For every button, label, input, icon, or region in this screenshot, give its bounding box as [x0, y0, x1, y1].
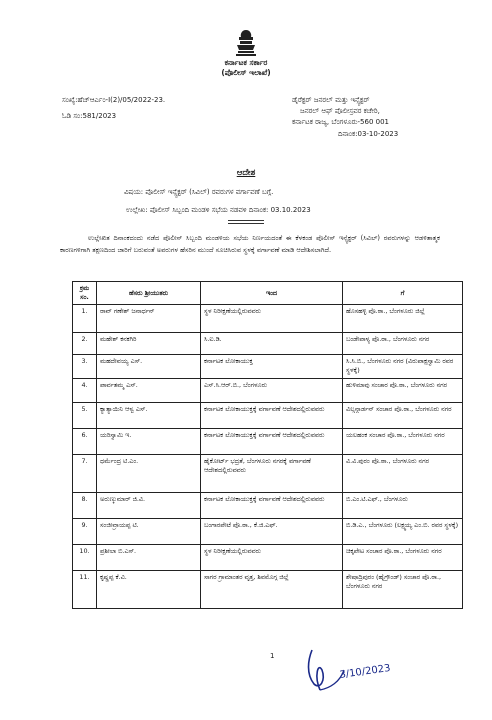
cell-from: ಕರ್ನಾಟಕ ಲೋಕಾಯುಕ್ತ — [201, 355, 343, 379]
header-from: ಇಂದ — [201, 282, 343, 305]
table-row — [73, 355, 463, 379]
transfer-table — [72, 281, 463, 609]
divider — [228, 223, 264, 224]
state-emblem-icon — [232, 28, 260, 58]
table-row — [73, 429, 463, 455]
cell-serial: 11. — [73, 571, 97, 609]
cell-to: ಚಿಕ್ಕಪೇಟ ಸಂಚಾರ ಪೊ.ಠಾ., ಬೆಂಗಳೂರು ನಗರ — [343, 545, 463, 571]
cell-to: ಬಿ.ಡಿ.ಎ., ಬೆಂಗಳೂರು (ಲಕ್ಷ್ಮಯ್ಯ ಎಂ.ಬಿ. ರವರ ಸ್ಥಳಕ್ಕೆ) — [343, 519, 463, 545]
signature-image — [300, 640, 392, 700]
cell-name: ಪ್ರಶೀಲಾ ಬಿ.ಎಸ್. — [97, 545, 201, 571]
cell-to: ಶೇಷಾದ್ರಿಪುರಂ (ಹೈಗ್ರೌಂಡ್) ಸಂಚಾರ ಪೊ.ಠಾ., ಬೆಂಗಳೂರು ನಗರ — [343, 571, 463, 609]
cell-to: ಹೊಸಹಳ್ಳಿ ಪೊ.ಠಾ., ಬೆಂಗಳೂರು ಜಿಲ್ಲೆ — [343, 305, 463, 333]
cell-from: ಕರ್ನಾಟಕ ಲೋಕಾಯುಕ್ತಕ್ಕೆ ವರ್ಗಾವಣೆ ಆದೇಶದಲ್ಲಿರುವವರು — [201, 493, 343, 519]
cell-to: ಸಿ.ಸಿ.ಬಿ., ಬೆಂಗಳೂರು ನಗರ (ವಿರುಪಾಕ್ಷಸ್ವಾಮಿ ರವರ ಸ್ಥಳಕ್ಕೆ) — [343, 355, 463, 379]
cell-name: ಯರಿಸ್ವಾಮಿ ಇ. — [97, 429, 201, 455]
cell-to: ಬಿ.ಎಂ.ಟಿ.ಎಫ್., ಬೆಂಗಳೂರು — [343, 493, 463, 519]
cell-to: ಯಲಹಂಕ ಸಂಚಾರ ಪೊ.ಠಾ., ಬೆಂಗಳೂರು ನಗರ — [343, 429, 463, 455]
order-title: ಆದೇಶ — [236, 168, 256, 178]
cell-serial: 3. — [73, 355, 97, 379]
table-row — [73, 455, 463, 493]
office-address-line2: ಜನರಲ್ ಆಫ್ ಪೊಲೀಸ್ರವರ ಕಚೇರಿ, — [300, 107, 380, 115]
cell-to: ವಿಲ್ಸನ್ಗಾರ್ಡನ್ ಸಂಚಾರ ಪೊ.ಠಾ., ಬೆಂಗಳೂರು ನಗರ — [343, 403, 463, 429]
cell-to: ಹುಳಿಮಾವು ಸಂಚಾರ ಪೊ.ಠಾ., ಬೆಂಗಳೂರು ನಗರ — [343, 379, 463, 403]
cell-name: ಕೃಷ್ಣಪ್ಪ ಕೆ.ವಿ. — [97, 571, 201, 609]
table-row — [73, 493, 463, 519]
table-row — [73, 379, 463, 403]
cell-serial: 7. — [73, 455, 97, 493]
table-row — [73, 519, 463, 545]
order-body: ಉಲ್ಲೇಖಿತ ದಿನಾಂಕದಂದು ನಡೆದ ಪೊಲೀಸ್ ಸಿಬ್ಬಂದಿ ಮಂಡಳಿಯ ಸಭೆಯ ನಿರ್ಣಯದಂತೆ ಈ ಕೆಳಕಂಡ ಪೊಲೀಸ್ ಇನ್ಸ್ಪೆಕ್ಟರ್ (ಸಿವಿಲ್) ರವರುಗಳನ್ನು ಆಡಳಿತಾತ್ಮಕ ಕಾರಣಗಳಿಗಾಗಿ ತಕ್ಷಣದಿಂದ ಜಾರಿಗೆ ಬರುವಂತೆ ಅವರುಗಳ ಹೆಸರಿನ ಮುಂದೆ ಸೂಚಿಸಿರುವ ಸ್ಥಳಕ್ಕೆ ವರ್ಗಾವಣೆ ಮಾಡಿ ಆದೇಶಿಸಲಾಗಿದೆ. — [60, 234, 440, 254]
cell-from: ಸಾಗರ ಗ್ರಾಮಾಂತರ ವೃತ್ತ, ಶಿವಮೊಗ್ಗ ಜಿಲ್ಲೆ — [201, 571, 343, 609]
cell-name: ರಾವ್ ಗಣೇಶ್ ಜನಾರ್ಧನ್ — [97, 305, 201, 333]
reference-line: ಉಲ್ಲೇಖ: ಪೊಲೀಸ್ ಸಿಬ್ಬಂದಿ ಮಂಡಳಿ ಸಭೆಯ ನಡವಳಿ ದಿನಾಂಕ: 03.10.2023 — [126, 206, 311, 214]
table-row — [73, 305, 463, 333]
cell-serial: 1. — [73, 305, 97, 333]
svg-text:3/10/2023: 3/10/2023 — [338, 662, 392, 681]
cell-from: ಕರ್ನಾಟಕ ಲೋಕಾಯುಕ್ತಕ್ಕೆ ವರ್ಗಾವಣೆ ಆದೇಶದಲ್ಲಿರುವವರು — [201, 403, 343, 429]
subject-line: ವಿಷಯ: ಪೊಲೀಸ್ ಇನ್ಸ್ಪೆಕ್ಟರ್ (ಸಿವಿಲ್) ರವರುಗಳ ವರ್ಗಾವಣೆ ಬಗ್ಗೆ. — [124, 188, 274, 196]
office-address-line1: ಡೈರೆಕ್ಟರ್ ಜನರಲ್ ಮತ್ತು ಇನ್ಸ್ಪೆಕ್ಟರ್ — [292, 96, 370, 104]
cell-name: ಪಾರ್ವತಮ್ಮ ಎಸ್. — [97, 379, 201, 403]
reference-number: ಸಂಖ್ಯೆ:ಹೆಚ್ಆರ್ಎಂ-I(2)/05/2022-23. — [62, 96, 166, 104]
cell-from: ಸ್ಥಳ ನಿರೀಕ್ಷಣೆಯಲ್ಲಿರುವವರು — [201, 545, 343, 571]
cell-serial: 5. — [73, 403, 97, 429]
cell-to: ಬಂಡೇಪಾಳ್ಯ ಪೊ.ಠಾ., ಬೆಂಗಳೂರು ನಗರ — [343, 333, 463, 355]
cell-name: ಧರ್ಮೆಂದ್ರ ಟಿ.ಎಂ. — [97, 455, 201, 493]
header-name: ಹೆಸರು ಶ್ರೀಯುತರು — [97, 282, 201, 305]
table-row — [73, 333, 463, 355]
page-number: 1 — [270, 652, 275, 660]
cell-from: ಕರ್ನಾಟಕ ಲೋಕಾಯುಕ್ತಕ್ಕೆ ವರ್ಗಾವಣೆ ಆದೇಶದಲ್ಲಿರುವವರು — [201, 429, 343, 455]
cell-name: ಸಂಜೀವ್ರಾಯಪ್ಪ ಟಿ. — [97, 519, 201, 545]
cell-name: ಕ್ಯಾತ್ಯಾಯಿನಿ ಆಳ್ವ ಎಸ್. — [97, 403, 201, 429]
cell-serial: 9. — [73, 519, 97, 545]
order-number: ಓಡಿ ಸಂ:581/2023 — [62, 112, 117, 120]
cell-name: ಅರುಣ್ಕುಮಾರ್ ಜಿ.ವಿ. — [97, 493, 201, 519]
cell-from: ಎಸ್.ಸಿ.ಆರ್.ಬಿ., ಬೆಂಗಳೂರು — [201, 379, 343, 403]
government-name: ಕರ್ನಾಟಕ ಸರ್ಕಾರ — [224, 58, 268, 67]
cell-from: ಹೈಕೋರ್ಟ್ ಭದ್ರತೆ, ಬೆಂಗಳೂರು ನಗರಕ್ಕೆ ವರ್ಗಾವಣೆ ಆದೇಶದಲ್ಲಿರುವವರು — [201, 455, 343, 493]
cell-serial: 6. — [73, 429, 97, 455]
cell-to: ವಿ.ವಿ.ಪುರಂ ಪೊ.ಠಾ., ಬೆಂಗಳೂರು ನಗರ — [343, 455, 463, 493]
cell-serial: 4. — [73, 379, 97, 403]
cell-from: ಸಿ.ಐ.ಡಿ. — [201, 333, 343, 355]
department-name: (ಪೊಲೀಸ್ ಇಲಾಖೆ) — [221, 68, 271, 77]
table-row — [73, 545, 463, 571]
cell-serial: 2. — [73, 333, 97, 355]
table-row — [73, 403, 463, 429]
cell-serial: 8. — [73, 493, 97, 519]
cell-name: ಮಹದೇವಯ್ಯ ಎಸ್. — [97, 355, 201, 379]
cell-from: ಬಂಗಾರಪೇಟೆ ಪೊ.ಠಾ., ಕೆ.ಜಿ.ಎಫ್. — [201, 519, 343, 545]
table-row — [73, 571, 463, 609]
table-header-row — [73, 282, 463, 305]
header-to: ಗೆ — [343, 282, 463, 305]
cell-name: ಮಹೇಶ್ ಕನಕಗಿರಿ — [97, 333, 201, 355]
cell-from: ಸ್ಥಳ ನಿರೀಕ್ಷಣೆಯಲ್ಲಿರುವವರು — [201, 305, 343, 333]
cell-serial: 10. — [73, 545, 97, 571]
office-address-line3: ಕರ್ನಾಟಕ ರಾಜ್ಯ, ಬೆಂಗಳೂರು-560 001 — [292, 118, 389, 126]
header-serial: ಕ್ರಮ ಸಂ. — [73, 282, 97, 305]
divider — [228, 220, 264, 221]
document-date: ದಿನಾಂಕ:03-10-2023 — [338, 130, 399, 138]
